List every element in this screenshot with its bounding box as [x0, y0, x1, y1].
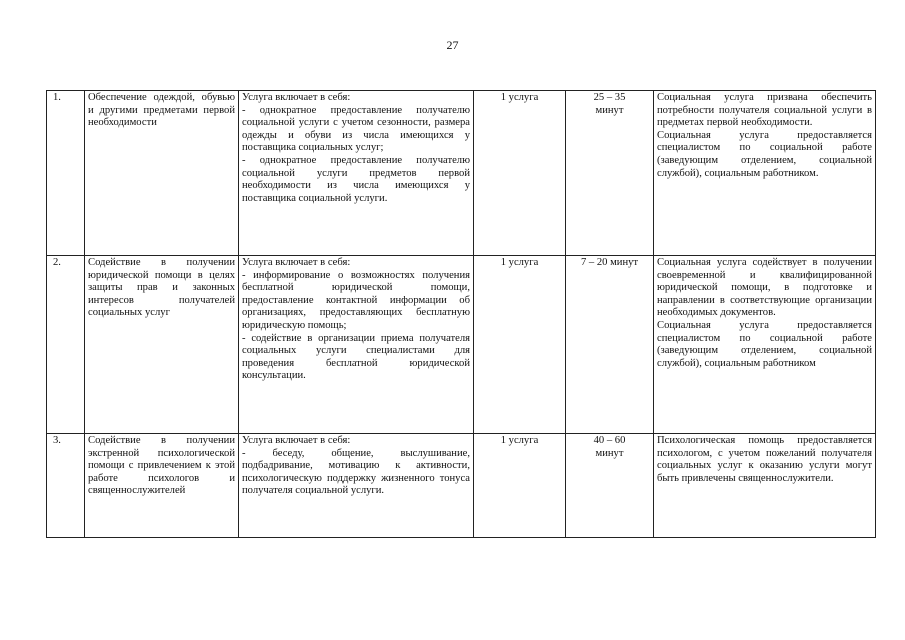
service-conditions-cell	[654, 91, 876, 256]
conditions-paragraph: Психологическая помощь предоставляется психологом, с учетом пожеланий получателя социальных услуг к оказанию услуги могут быть привлечены священнослужители.	[657, 435, 872, 484]
service-description-cell	[239, 91, 474, 256]
service-name-cell	[85, 434, 239, 538]
table-row	[47, 256, 876, 434]
services-table	[46, 90, 876, 538]
conditions-paragraph: Социальная услуга предоставляется специалистом по социальной работе (заведующим отделением, социальной службой), социальным работником	[657, 319, 872, 369]
conditions-paragraph: Социальная услуга предоставляется специалистом по социальной работе (заведующим отделением, социальной службой), социальным работником.	[657, 129, 872, 179]
row-number: 1.	[47, 91, 85, 256]
service-name-cell	[85, 256, 239, 434]
service-description-cell	[239, 256, 474, 434]
description-line: - однократное предоставление получателю социальной услуги с учетом сезонности, размера одежды и обуви из числа имеющихся у поставщика социальных услуг;	[242, 104, 470, 154]
service-time: 25 – 35 минут	[566, 91, 654, 256]
service-volume: 1 услуга	[474, 91, 566, 256]
service-conditions-cell	[654, 434, 876, 538]
conditions-paragraph: Социальная услуга призвана обеспечить потребности получателя социальной услуги в предметах первой необходимости.	[657, 92, 872, 129]
service-volume: 1 услуга	[474, 256, 566, 434]
service-conditions-cell	[654, 256, 876, 434]
row-number: 3.	[47, 434, 85, 538]
service-volume: 1 услуга	[474, 434, 566, 538]
description-line: - беседу, общение, выслушивание, подбадривание, мотивацию к активности, психологическую поддержку жизненного тонуса получателя социальной услуги.	[242, 447, 470, 497]
conditions-paragraph: Социальная услуга содействует в получении своевременной и квалифицированной юридической помощи, в подготовке и направлении в соответствующие организации необходимых документов.	[657, 257, 872, 319]
service-description-cell	[239, 434, 474, 538]
row-number: 2.	[47, 256, 85, 434]
description-line: Услуга включает в себя:	[242, 92, 351, 103]
page-number: 27	[446, 38, 459, 52]
description-line: - информирование о возможностях получения бесплатной юридической помощи, предоставление контактной информации об организациях, предоставляющих бесплатную юридическую помощь;	[242, 269, 470, 331]
service-time: 7 – 20 минут	[566, 256, 654, 434]
service-name: Содействие в получении юридической помощи в целях защиты прав и законных интересов получателей социальных услуг	[88, 257, 235, 319]
service-name-cell	[85, 91, 239, 256]
table-row	[47, 434, 876, 538]
service-time: 40 – 60 минут	[566, 434, 654, 538]
description-line: Услуга включает в себя:	[242, 435, 351, 446]
service-name: Обеспечение одеждой, обувью и другими предметами первой необходимости	[88, 92, 235, 129]
description-line: Услуга включает в себя:	[242, 257, 351, 268]
description-line: - содействие в организации приема получателя социальных услуги специалистами для проведения бесплатной юридической консультации.	[242, 332, 470, 382]
service-name: Содействие в получении экстренной психологической помощи с привлечением к этой работе психологов и священнослужителей	[88, 435, 235, 497]
description-line: - однократное предоставление получателю социальной услуги предметов первой необходимости из числа имеющихся у поставщика социальной услуги.	[242, 154, 470, 204]
table-row	[47, 91, 876, 256]
